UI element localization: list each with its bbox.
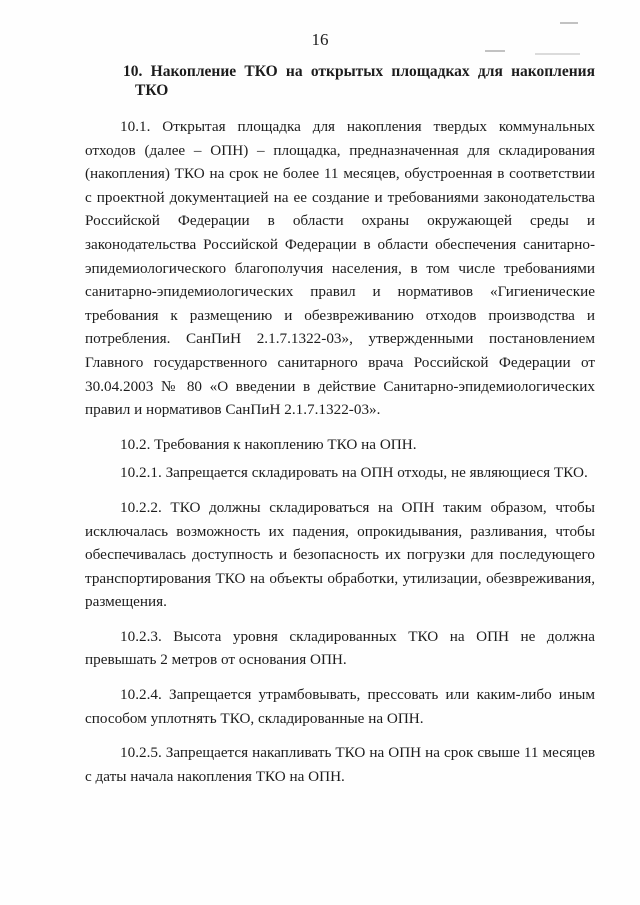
paragraph-10-2-4: 10.2.4. Запрещается утрамбовывать, прессовать или каким-либо иным способом уплотнять ТКО, складированные на ОПН. <box>85 686 595 727</box>
scan-artifact <box>485 50 505 52</box>
paragraph-10-1: 10.1. Открытая площадка для накопления твердых коммунальных отходов (далее – ОПН) – площадка, предназначенная для складирования (накопления) ТКО на срок не более 11 месяцев, обустроенная в соответствии с проектной документацией на ее создание и требованиями законодательства Российской Федерации в области охраны окружающей среды и законодательства Российской Федерации в области обеспечения санитарно-эпидемиологического благополучия населения, в том числе требованиями санитарно-эпидемиологических правил и нормативов «Гигиенические требования к размещению и обезвреживанию отходов производства и потребления. СанПиН 2.1.7.1322-03», утвержденными постановлением Главного государственного санитарного врача Российской Федерации от 30.04.2003 № 80 «О введении в действие Санитарно-эпидемиологических правил и нормативов СанПиН 2.1.7.1322-03». <box>85 118 595 419</box>
paragraph-10-2: 10.2. Требования к накоплению ТКО на ОПН. <box>120 435 417 453</box>
paragraph-10-2-2: 10.2.2. ТКО должны складироваться на ОПН таким образом, чтобы исключалась возможность их падения, опрокидывания, разливания, чтобы обеспечивалась доступность и безопасность их погрузки для последующего транспортирования ТКО на объекты обработки, утилизации, обезвреживания, размещения. <box>85 498 595 611</box>
scan-artifact <box>535 53 580 55</box>
section-title: Накопление ТКО на открытых площадках для накопления ТКО <box>135 63 595 99</box>
section-number: 10. <box>123 63 143 80</box>
paragraph-10-2-5: 10.2.5. Запрещается накапливать ТКО на ОПН на срок свыше 11 месяцев с даты начала накопления ТКО на ОПН. <box>85 744 595 785</box>
document-body <box>85 62 595 799</box>
scan-artifact <box>560 22 578 24</box>
page-number: 16 <box>311 30 329 49</box>
paragraph-10-2-3: 10.2.3. Высота уровня складированных ТКО на ОПН не должна превышать 2 метров от основания ОПН. <box>85 627 595 669</box>
paragraph-10-2-1: 10.2.1. Запрещается складировать на ОПН отходы, не являющиеся ТКО. <box>120 464 588 482</box>
section-heading <box>85 62 595 100</box>
